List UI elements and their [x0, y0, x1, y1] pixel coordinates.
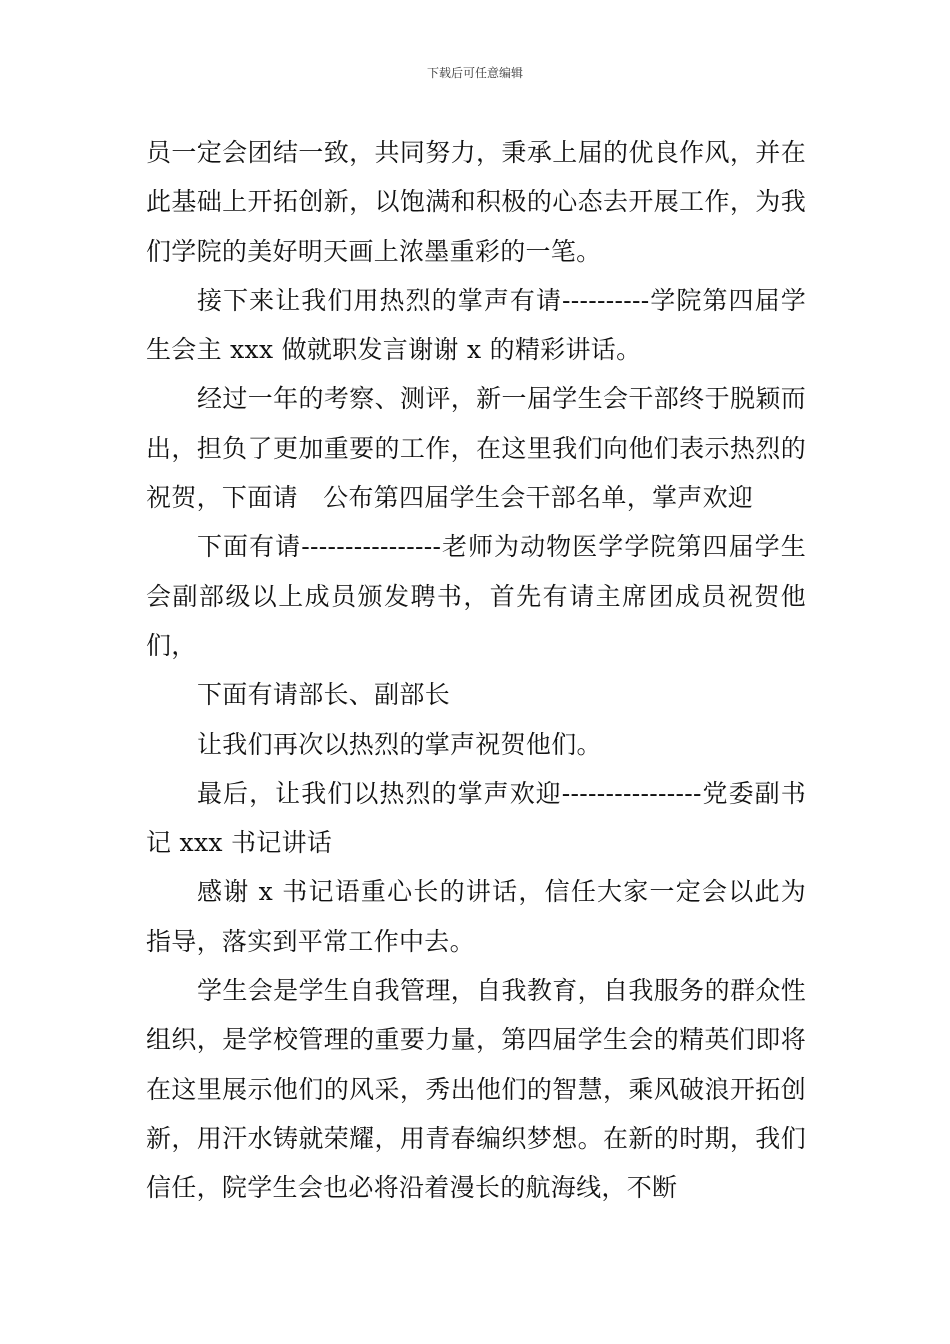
page-header: 下载后可任意编辑	[426, 66, 523, 80]
paragraph-6: 让我们再次以热烈的掌声祝贺他们。	[197, 729, 602, 759]
paragraph-5: 下面有请部长、副部长	[197, 680, 451, 710]
paragraph-1: 员一定会团结一致，共同努力，秉承上届的优良作风，并在此基础上开拓创新，以饱满和积极的心态去开展工作，为我们学院的美好明天画上浓墨重彩的一笔。	[146, 138, 806, 266]
paragraph-3: 经过一年的考察、测评，新一届学生会干部终于脱颖而出，担负了更加重要的工作，在这里我们向他们表示热烈的祝贺，下面请 公布第四届学生会干部名单，掌声欢迎	[146, 384, 806, 513]
paragraph-8: 感谢 x 书记语重心长的讲话，信任大家一定会以此为指导，落实到平常工作中去。	[146, 877, 806, 956]
paragraph-2: 接下来让我们用热烈的掌声有请----------学院第四届学生会主 xxx 做就职发言谢谢 x 的精彩讲话。	[146, 285, 806, 365]
paragraph-4: 下面有请----------------老师为动物医学学院第四届学生会副部级以上成员颁发聘书，首先有请主席团成员祝贺他们，	[146, 532, 806, 660]
document-body	[146, 128, 806, 1213]
paragraph-9: 学生会是学生自我管理，自我教育，自我服务的群众性组织，是学校管理的重要力量，第四届学生会的精英们即将在这里展示他们的风采，秀出他们的智慧，乘风破浪开拓创新，用汗水铸就荣耀，用青春编织梦想。在新的时期，我们信任，院学生会也必将沿着漫长的航海线，不断	[146, 976, 806, 1203]
paragraph-7: 最后，让我们以热烈的掌声欢迎----------------党委副书记 xxx 书记讲话	[146, 778, 806, 858]
